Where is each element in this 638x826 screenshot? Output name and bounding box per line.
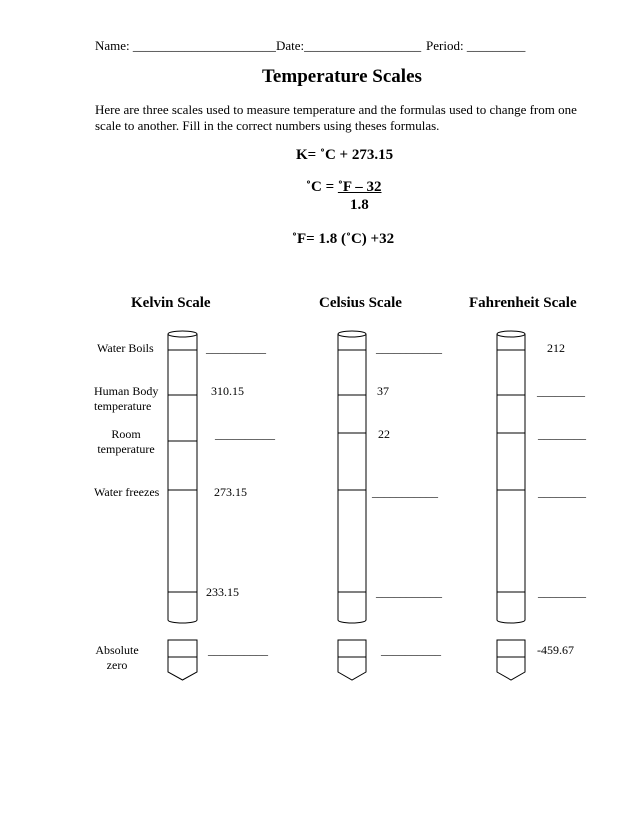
celsius-water-freezes-blank[interactable]: ___________ [372, 485, 438, 499]
celsius-room-value: 22 [378, 427, 390, 441]
human-body-label [94, 384, 158, 414]
kelvin-formula: K= ˚C + 273.15 [296, 147, 394, 163]
room-label-line2: temperature [97, 442, 155, 456]
intro-text: Here are three scales used to measure temperature and the formulas used to change from one scale to another. Fill in the correct numbers using theses formulas. [95, 102, 577, 133]
kelvin-absolute-zero-blank[interactable]: __________ [208, 643, 268, 657]
date-blank[interactable]: __________________ [304, 38, 422, 53]
celsius-scale-heading: Celsius Scale [319, 295, 402, 311]
celsius-formula-numerator: ˚F – 32 [337, 179, 382, 195]
kelvin-human-body-value: 310.15 [211, 384, 244, 398]
fahrenheit-water-freezes-blank[interactable]: ________ [538, 485, 586, 499]
period-blank[interactable]: _________ [466, 38, 526, 53]
fahrenheit-scale-heading: Fahrenheit Scale [469, 295, 577, 311]
period-label: Period: [426, 38, 464, 53]
fahrenheit-room-blank[interactable]: ________ [538, 427, 586, 441]
celsius-formula-prefix: ˚C = [306, 179, 338, 195]
kelvin-water-boils-blank[interactable]: __________ [206, 341, 266, 355]
human-body-label-line1: Human Body [94, 384, 159, 398]
kelvin-scale-heading: Kelvin Scale [131, 295, 211, 311]
fahrenheit-absolute-zero-value: -459.67 [537, 643, 574, 657]
kelvin-room-blank[interactable]: __________ [215, 427, 275, 441]
celsius-mark-blank[interactable]: ___________ [376, 585, 442, 599]
fahrenheit-water-boils-value: 212 [547, 341, 565, 355]
absolute-label-line2: zero [106, 658, 128, 672]
fahrenheit-thermometer [497, 331, 525, 680]
room-temperature-label [96, 427, 156, 457]
fahrenheit-mark-blank[interactable]: ________ [538, 585, 586, 599]
fahrenheit-human-body-blank[interactable]: ________ [537, 384, 585, 398]
celsius-absolute-zero-blank[interactable]: __________ [381, 643, 441, 657]
celsius-human-body-value: 37 [377, 384, 389, 398]
water-freezes-label: Water freezes [94, 485, 160, 499]
date-label: Date: [276, 38, 305, 53]
celsius-formula-denominator: 1.8 [350, 197, 369, 213]
absolute-zero-label [94, 643, 140, 673]
celsius-water-boils-blank[interactable]: ___________ [376, 341, 442, 355]
absolute-label-line1: Absolute [95, 643, 139, 657]
room-label-line1: Room [111, 427, 141, 441]
human-body-label-line2: temperature [94, 399, 152, 413]
name-blank[interactable]: ______________________ [132, 38, 276, 53]
kelvin-mark-value: 233.15 [206, 585, 239, 599]
celsius-thermometer [338, 331, 366, 680]
kelvin-water-freezes-value: 273.15 [214, 485, 247, 499]
page-title: Temperature Scales [262, 66, 422, 87]
name-label: Name: [95, 38, 130, 53]
water-boils-label: Water Boils [97, 341, 154, 355]
fahrenheit-formula: ˚F= 1.8 (˚C) +32 [292, 231, 395, 247]
kelvin-thermometer [168, 331, 197, 680]
